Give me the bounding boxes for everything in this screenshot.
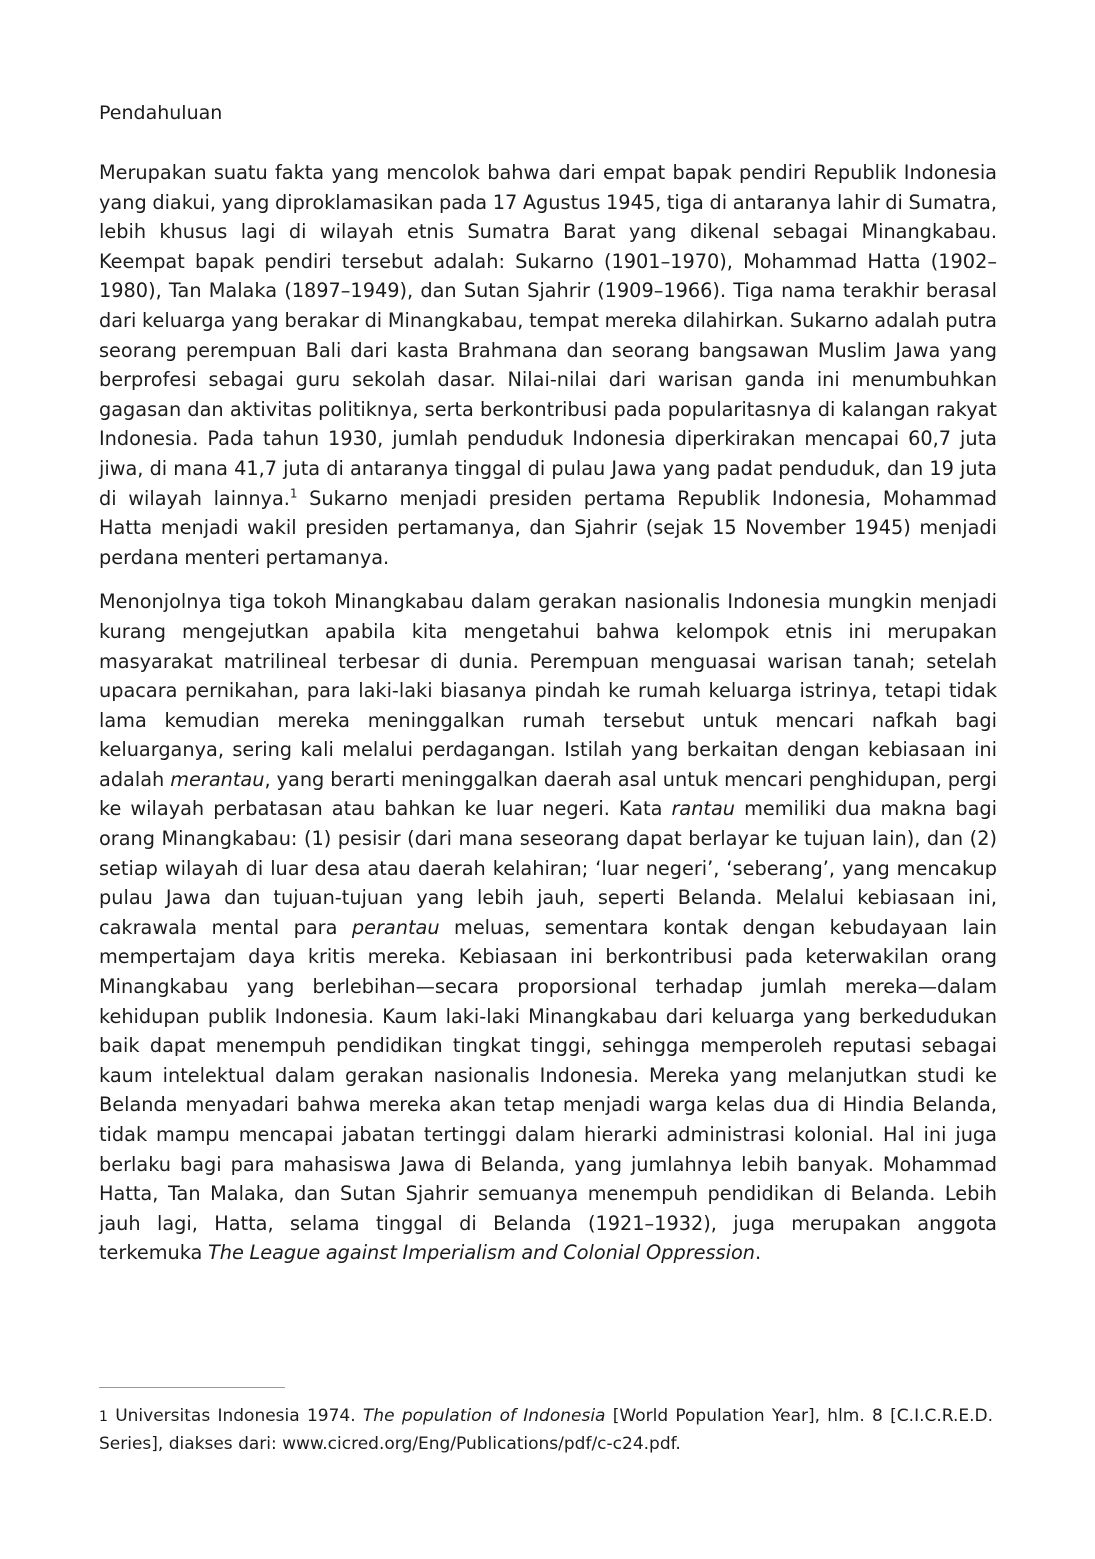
- paragraph-1-text-cont: Sukarno menjadi presiden pertama Republik Indonesia, Mohammad Hatta menjadi wakil presiden pertamanya, dan Sjahrir (sejak 15 November 1945) menjadi perdana menteri pertamanya.: [99, 486, 997, 569]
- paragraph-2-text-5: .: [754, 1241, 762, 1265]
- footnote-reference[interactable]: 1: [289, 486, 298, 501]
- term-perantau: perantau: [351, 915, 440, 939]
- paragraph-1-text: Merupakan suatu fakta yang mencolok bahwa dari empat bapak pendiri Republik Indonesia yang diakui, yang diproklamasikan pada 17 Agustus 1945, tiga di antaranya lahir di Sumatra, lebih khusus lagi di wilayah etnis Sumatra Barat yang dikenal sebagai Minangkabau. Keempat bapak pendiri tersebut adalah: Sukarno (1901–1970), Mohammad Hatta (1902–1980), Tan Malaka (1897–1949), dan Sutan Sjahrir (1909–1966). Tiga nama terakhir berasal dari keluarga yang berakar di Minangkabau, tempat mereka dilahirkan. Sukarno adalah putra seorang perempuan Bali dari kasta Brahmana dan seorang bangsawan Muslim Jawa yang berprofesi sebagai guru sekolah dasar. Nilai-nilai dari warisan ganda ini menumbuhkan gagasan dan aktivitas politiknya, serta berkontribusi pada popularitasnya di kalangan rakyat Indonesia. Pada tahun 1930, jumlah penduduk Indonesia diperkirakan mencapai 60,7 juta jiwa, di mana 41,7 juta di antaranya tinggal di pulau Jawa yang padat penduduk, dan 19 juta di wilayah lainnya.: [99, 161, 997, 510]
- paragraph-2-text-2: , yang berarti meninggalkan daerah asal untuk mencari penghidupan, pergi ke wilayah perbatasan atau bahkan ke luar negeri. Kata: [99, 767, 997, 821]
- footnote-text-2: [World Population Year], hlm. 8 [C.I.C.R.E.D. Series], diakses dari: www.cicred.org/Eng/Publications/pdf/c-c24.pdf.: [99, 1406, 994, 1454]
- document-body: [99, 98, 997, 1268]
- footnote-divider: [99, 1387, 285, 1388]
- paragraph-2-text-4: meluas, sementara kontak dengan kebudayaan lain mempertajam daya kritis mereka. Kebiasaan ini berkontribusi pada keterwakilan orang Minangkabau yang berlebihan—secara proporsional terhadap jumlah mereka—dalam kehidupan publik Indonesia. Kaum laki-laki Minangkabau dari keluarga yang berkedudukan baik dapat menempuh pendidikan tingkat tinggi, sehingga memperoleh reputasi sebagai kaum intelektual dalam gerakan nasionalis Indonesia. Mereka yang melanjutkan studi ke Belanda menyadari bahwa mereka akan tetap menjadi warga kelas dua di Hindia Belanda, tidak mampu mencapai jabatan tertinggi dalam hierarki administrasi kolonial. Hal ini juga berlaku bagi para mahasiswa Jawa di Belanda, yang jumlahnya lebih banyak. Mohammad Hatta, Tan Malaka, dan Sutan Sjahrir semuanya menempuh pendidikan di Belanda. Lebih jauh lagi, Hatta, selama tinggal di Belanda (1921–1932), juga merupakan anggota terkemuka: [99, 915, 997, 1265]
- section-heading: Pendahuluan: [99, 102, 223, 124]
- paragraph-2-text-3: memiliki dua makna bagi orang Minangkabau: (1) pesisir (dari mana seseorang dapat berlayar ke tujuan lain), dan (2) setiap wilayah di luar desa atau daerah kelahiran; ‘luar negeri’, ‘seberang’, yang mencakup pulau Jawa dan tujuan-tujuan yang lebih jauh, seperti Belanda. Melalui kebiasaan ini, cakrawala mental para: [99, 797, 997, 939]
- footnote-title: The population of Indonesia: [362, 1406, 606, 1426]
- paragraph-1: [99, 158, 997, 572]
- term-merantau: merantau: [170, 767, 265, 791]
- paragraph-2-text-1: Menonjolnya tiga tokoh Minangkabau dalam gerakan nasionalis Indonesia mungkin menjadi kurang mengejutkan apabila kita mengetahui bahwa kelompok etnis ini merupakan masyarakat matrilineal terbesar di dunia. Perempuan menguasai warisan tanah; setelah upacara pernikahan, para laki-laki biasanya pindah ke rumah keluarga istrinya, tetapi tidak lama kemudian mereka meninggalkan rumah tersebut untuk mencari nafkah bagi keluarganya, sering kali melalui perdagangan. Istilah yang berkaitan dengan kebiasaan ini adalah: [99, 590, 997, 791]
- paragraph-2: [99, 587, 997, 1268]
- term-rantau: rantau: [671, 797, 736, 821]
- footnote-number: 1: [99, 1409, 108, 1425]
- organization-name: The League against Imperialism and Colonial Oppression: [207, 1241, 755, 1265]
- footnote: [99, 1403, 993, 1458]
- footnote-text-1: Universitas Indonesia 1974.: [107, 1406, 363, 1426]
